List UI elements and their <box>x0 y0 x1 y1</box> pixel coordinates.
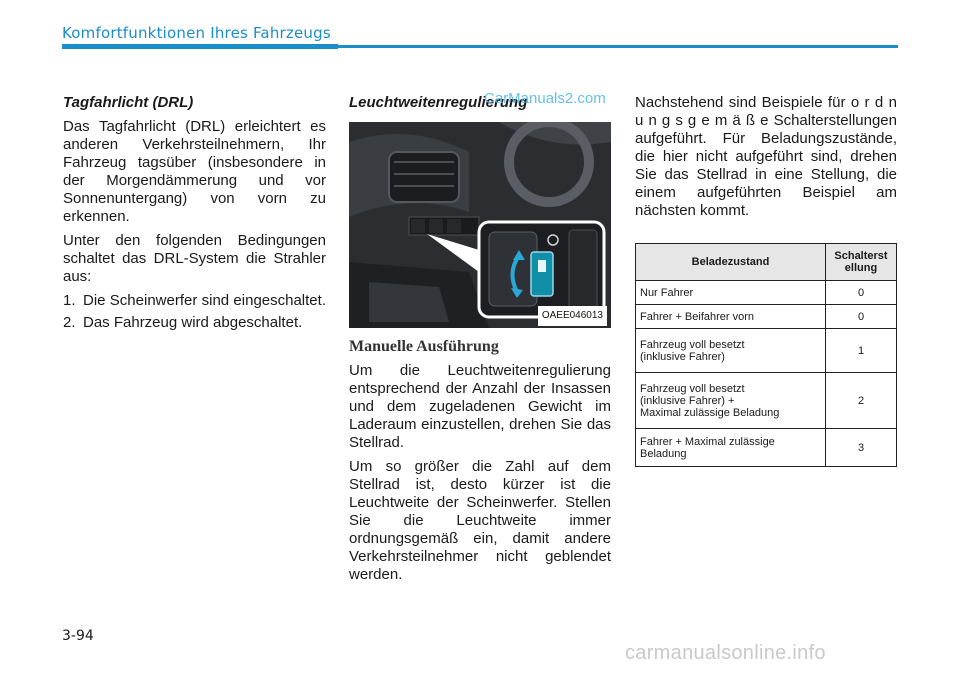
load-state-cell: Nur Fahrer <box>636 281 826 305</box>
table-row <box>636 305 897 329</box>
load-condition-table <box>635 243 897 467</box>
switch-position-cell: 2 <box>826 373 897 429</box>
column-drl <box>63 94 326 336</box>
page-number: 3-94 <box>62 628 94 644</box>
load-state-cell: Fahrzeug voll besetzt (inklusive Fahrer) + Maximal zulässige Beladung <box>636 373 826 429</box>
leveling-heading: Leuchtweitenregulierung <box>349 94 528 111</box>
column-headlight-leveling <box>349 94 611 590</box>
list-text: Das Fahrzeug wird abgeschaltet. <box>83 314 303 331</box>
table-row <box>636 429 897 467</box>
load-state-cell: Fahrzeug voll besetzt (inklusive Fahrer) <box>636 329 826 373</box>
switch-position-cell: 0 <box>826 305 897 329</box>
table-row <box>636 281 897 305</box>
list-item <box>63 292 326 310</box>
list-item <box>63 314 326 332</box>
list-number: 2. <box>63 314 76 331</box>
drl-heading: Tagfahrlicht (DRL) <box>63 94 194 111</box>
dashboard-illustration <box>349 122 611 328</box>
load-state-cell: Fahrer + Maximal zulässige Beladung <box>636 429 826 467</box>
table-row <box>636 329 897 373</box>
list-number: 1. <box>63 292 76 309</box>
leveling-paragraph-1: Um die Leuchtweitenregulierung entsprechend der Anzahl der Insassen und dem zugeladenen Gewicht im Laderaum einzustellen, drehen Sie das Stellrad. <box>349 362 611 451</box>
table-row <box>636 373 897 429</box>
section-title: Komfortfunktionen Ihres Fahrzeugs <box>62 24 331 42</box>
switch-position-cell: 0 <box>826 281 897 305</box>
examples-paragraph: Nachstehend sind Beispiele für o r d n u n g s g e m ä ß e Schalterstellungen aufgeführt. Für Beladungszustände, die hier nicht aufgeführt sind, drehen Sie das Stellrad in eine Stellung, die einem aufgeführten Beispiel am nächsten kommt. <box>635 94 897 219</box>
image-code: OAEE046013 <box>538 306 607 326</box>
watermark-bottom: carmanualsonline.info <box>625 642 826 664</box>
leveling-paragraph-2: Um so größer die Zahl auf dem Stellrad ist, desto kürzer ist die Leuchtweite der Scheinwerfer. Stellen Sie die Leuchtweite immer ordnungsgemäß ein, damit andere Verkehrsteilnehmer nicht geblendet werden. <box>349 458 611 583</box>
watermark-top: CarManuals2.com <box>484 90 606 107</box>
drl-paragraph-2: Unter den folgenden Bedingungen schaltet das DRL-System die Strahler aus: <box>63 232 326 285</box>
header-switch-position: Schalterst ellung <box>826 244 897 281</box>
drl-paragraph-1: Das Tagfahrlicht (DRL) erleichtert es anderen Verkehrsteilnehmern, Ihr Fahrzeug tagsüber (insbesondere in der Morgendämmerung und vor Sonnenuntergang) von vorn zu erkennen. <box>63 118 326 225</box>
switch-position-cell: 1 <box>826 329 897 373</box>
manual-version-heading: Manuelle Ausführung <box>349 338 499 355</box>
switch-position-cell: 3 <box>826 429 897 467</box>
load-state-cell: Fahrer + Beifahrer vorn <box>636 305 826 329</box>
header-load-state: Beladezustand <box>636 244 826 281</box>
header-rule <box>62 45 898 48</box>
list-text: Die Scheinwerfer sind eingeschaltet. <box>83 292 326 309</box>
dashboard-photo <box>349 122 611 328</box>
column-examples <box>635 94 897 226</box>
table-header-row <box>636 244 897 281</box>
